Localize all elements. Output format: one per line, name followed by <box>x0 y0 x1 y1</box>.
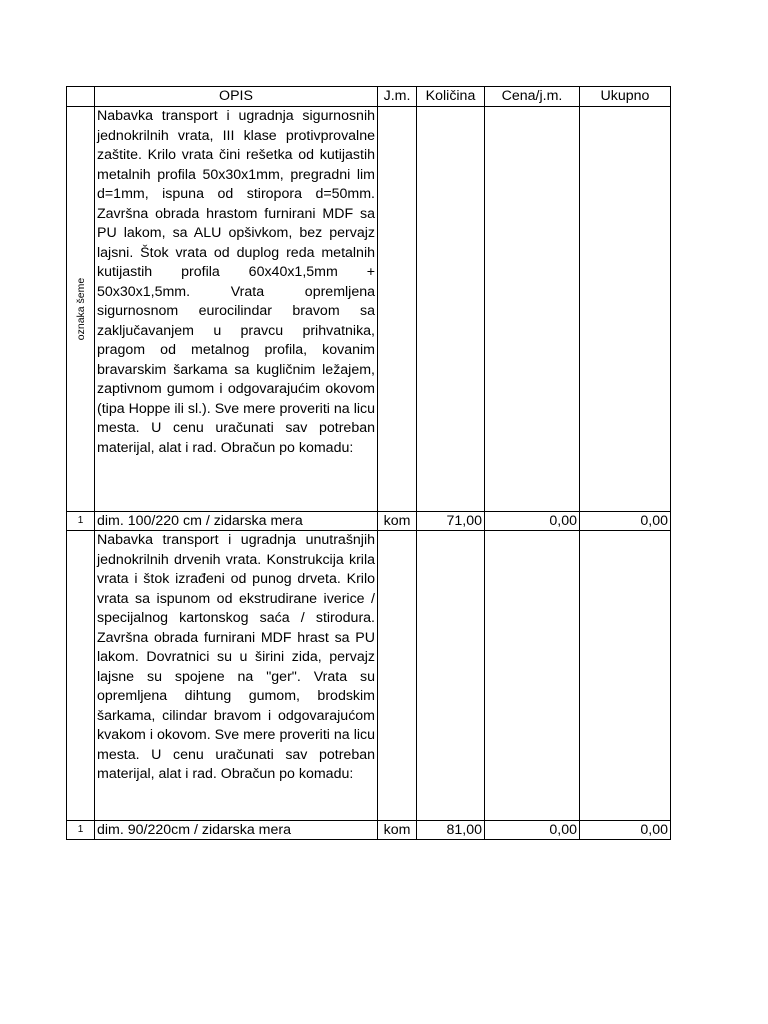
item-unit-price: 0,00 <box>485 512 580 531</box>
item-unit-price: 0,00 <box>485 821 580 840</box>
item-number: 1 <box>67 512 95 531</box>
empty-cell <box>580 531 671 821</box>
empty-cell <box>485 531 580 821</box>
item-row <box>67 512 671 531</box>
header-unit-price: Cena/j.m. <box>485 87 580 107</box>
item-dimension: dim. 100/220 cm / zidarska mera <box>95 512 378 531</box>
item-total: 0,00 <box>580 821 671 840</box>
empty-cell <box>580 107 671 512</box>
header-index <box>67 87 95 107</box>
empty-cell <box>378 531 417 821</box>
header-row <box>67 87 671 107</box>
item-description: Nabavka transport i ugradnja unutrašnjih jednokrilnih drvenih vrata. Konstrukcija krila vrata i štok izrađeni od punog drveta. Krilo vrata sa ispunom od ekstrudirane iverice / specijalnog kartonskog saća / stirodura. Završna obrada furnirani MDF hrast sa PU lakom. Dovratnici su u širini zida, pervajz lajsne su spojene na "ger". Vrata su opremljena dihtung gumom, brodskim šarkama, cilindar bravom i odgovarajućom kvakom i okovom. Sve mere proveriti na licu mesta. U cenu uračunati sav potreban materijal, alat i rad. Obračun po komadu: <box>95 531 378 821</box>
item-unit: kom <box>378 512 417 531</box>
schema-mark-cell <box>67 107 95 512</box>
item-unit: kom <box>378 821 417 840</box>
item-dimension: dim. 90/220cm / zidarska mera <box>95 821 378 840</box>
header-opis: OPIS <box>95 87 378 107</box>
item-quantity: 81,00 <box>417 821 485 840</box>
item-total: 0,00 <box>580 512 671 531</box>
item-number: 1 <box>67 821 95 840</box>
item-row <box>67 821 671 840</box>
item-description-row <box>67 107 671 512</box>
empty-cell <box>485 107 580 512</box>
item-quantity: 71,00 <box>417 512 485 531</box>
item-description-row <box>67 531 671 821</box>
header-unit: J.m. <box>378 87 417 107</box>
header-total: Ukupno <box>580 87 671 107</box>
empty-cell <box>417 531 485 821</box>
side-label: oznaka šeme <box>74 277 87 341</box>
bill-of-quantities-table <box>66 86 671 840</box>
schema-mark-cell <box>67 531 95 821</box>
empty-cell <box>378 107 417 512</box>
empty-cell <box>417 107 485 512</box>
item-description: Nabavka transport i ugradnja sigurnosnih jednokrilnih vrata, III klase protivprovalne zaštite. Krilo vrata čini rešetka od kutijastih metalnih profila 50x30x1mm, pregradni lim d=1mm, ispuna od stiropora d=50mm. Završna obrada hrastom furnirani MDF sa PU lakom, sa ALU opšivkom, bez pervajz lajsni. Štok vrata od duplog reda metalnih kutijastih profila 60x40x1,5mm + 50x30x1,5mm. Vrata opremljena sigurnosnom eurocilindar bravom sa zaključavanjem u pravcu prihvatnika, pragom od metalnog profila, kovanim bravarskim šarkama sa kugličnim ležajem, zaptivnom gumom i odgovarajućim okovom (tipa Hoppe ili sl.). Sve mere proveriti na licu mesta. U cenu uračunati sav potreban materijal, alat i rad. Obračun po komadu: <box>95 107 378 512</box>
header-quantity: Količina <box>417 87 485 107</box>
